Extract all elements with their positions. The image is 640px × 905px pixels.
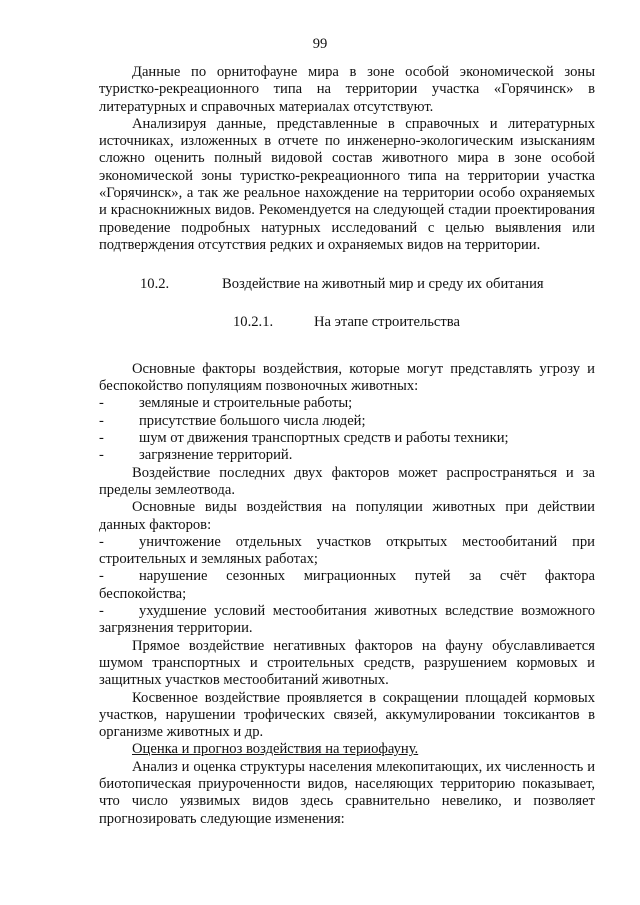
subheading-teriofauna bbox=[99, 741, 595, 758]
list-item bbox=[99, 603, 595, 638]
list-item-text: земляные и строительные работы; bbox=[139, 395, 353, 412]
list-marker: - bbox=[99, 603, 104, 620]
list-item bbox=[99, 568, 595, 603]
list-item bbox=[99, 413, 595, 430]
paragraph-ornithofauna: Данные по орнитофауне мира в зоне особой экономической зоны туристко-рекреационного типа на территории участка «Горячинск» в литературных и справочных материалах отсутствуют. bbox=[99, 64, 595, 115]
list-item-text: шум от движения транспортных средств и работы техники; bbox=[139, 430, 509, 447]
list-item bbox=[99, 395, 595, 412]
list-marker: - bbox=[99, 533, 104, 550]
list-item bbox=[99, 430, 595, 447]
list-marker: - bbox=[99, 447, 104, 464]
list-marker: - bbox=[99, 430, 104, 447]
list-item-text: присутствие большого числа людей; bbox=[139, 412, 366, 429]
list-item-text: нарушение сезонных миграционных путей за счёт фактора беспокойства; bbox=[99, 568, 595, 602]
list-item-text: ухудшение условий местообитания животных вследствие возможного загрязнения территории. bbox=[99, 603, 595, 637]
paragraph-mammal-analysis: Анализ и оценка структуры населения млекопитающих, их численность и биотопическая приуроченности видов, населяющих территорию показывает, что число уязвимых видов здесь сравнительно невелико, и позволяет прогнозировать следующие изменения: bbox=[99, 758, 595, 827]
paragraph-direct-impact: Прямое воздействие негативных факторов на фауну обуславливается шумом транспортных и строительных средств, разрушением кормовых и защитных участков местообитаний животных. bbox=[99, 637, 595, 689]
list-marker: - bbox=[99, 568, 104, 585]
list-item bbox=[99, 534, 595, 569]
list-marker: - bbox=[99, 412, 104, 429]
subsection-number: 10.2.1. bbox=[233, 313, 274, 330]
section-heading-10-2-1 bbox=[99, 314, 595, 331]
list-marker: - bbox=[99, 395, 104, 412]
list-item-text: загрязнение территорий. bbox=[139, 447, 293, 464]
list-item bbox=[99, 447, 595, 464]
paragraph-indirect-impact: Косвенное воздействие проявляется в сокращении площадей кормовых участков, нарушении трофических связей, аккумулировании токсикантов в организме животных и др. bbox=[99, 689, 595, 741]
section-heading-10-2 bbox=[99, 276, 595, 293]
page-body bbox=[99, 64, 595, 828]
factors-list bbox=[99, 395, 595, 464]
paragraph-factor-spread: Воздействие последних двух факторов может распространяться и за пределы землеотвода. bbox=[99, 464, 595, 498]
page-number: 99 bbox=[312, 36, 328, 52]
paragraph-analysis: Анализируя данные, представленные в справочных и литературных источниках, изложенных в отчете по инженерно-экологическим изысканиям сложно оценить полный видовой состав животного мира в зоне особой экономической зоны туристко-рекреационного типа на территории участка «Горячинск», а так же реальное нахождение на территории особо охраняемых и краснокнижных видов. Рекомендуется на следующей стадии проектирования проведение подробных натурных исследований с целью выявления или подтверждения отсутствия редких и охраняемых видов на территории. bbox=[99, 115, 595, 253]
list-item-text: уничтожение отдельных участков открытых местообитаний при строительных и земляных работах; bbox=[99, 533, 595, 568]
section-number: 10.2. bbox=[140, 276, 170, 293]
section-title: Воздействие на животный мир и среду их обитания bbox=[222, 276, 544, 293]
paragraph-impact-types-intro: Основные виды воздействия на популяции животных при действии данных факторов: bbox=[99, 499, 595, 533]
paragraph-factors-intro: Основные факторы воздействия, которые могут представлять угрозу и беспокойство популяциям позвоночных животных: bbox=[99, 360, 595, 395]
impact-list bbox=[99, 534, 595, 638]
subheading-text: Оценка и прогноз воздействия на териофауну. bbox=[132, 741, 419, 758]
subsection-title: На этапе строительства bbox=[314, 313, 460, 330]
